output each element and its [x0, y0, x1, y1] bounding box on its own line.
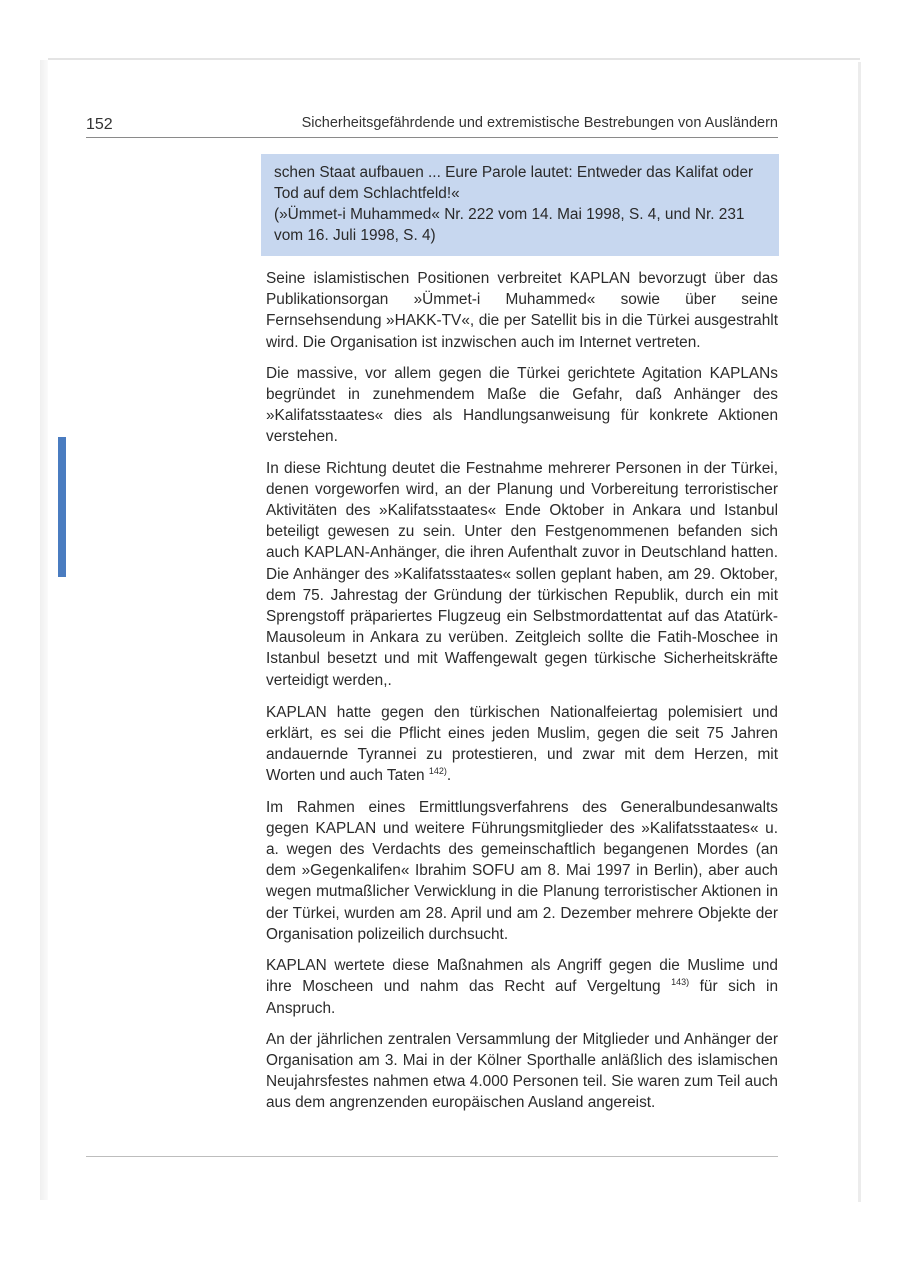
paragraph-6-text: KAPLAN wertete diese Maßnahmen als Angriff gegen die Muslime und ihre Moscheen und nahm das Recht auf Vergeltung — [266, 957, 778, 996]
scan-edge-top — [48, 58, 860, 60]
paragraph-7: An der jährlichen zentralen Versammlung der Mitglieder und Anhänger der Organisation am 3. Mai in der Kölner Sporthalle anläßlich des islamischen Neujahrsfestes nahmen etwa 4.000 Personen teil. Sie waren zum Teil auch aus dem angrenzenden europäischen Ausland angereist. — [266, 1030, 778, 1112]
paragraph-6-end: für sich in Anspruch. — [266, 978, 779, 1017]
paragraph-4-end: . — [446, 767, 452, 785]
paragraph-4 — [266, 702, 778, 787]
quote-box — [261, 154, 779, 256]
paragraph-2: Die massive, vor allem gegen die Türkei gerichtete Agitation KAPLANs begründet in zunehmendem Maße die Gefahr, daß Anhänger des »Kalifatsstaates« dies als Handlungsanweisung für konkrete Aktionen verstehen. — [266, 364, 778, 446]
body-text — [266, 268, 778, 1124]
scan-edge-right — [858, 62, 861, 1202]
quote-citation: (»Ümmet-i Muhammed« Nr. 222 vom 14. Mai 1998, S. 4, und Nr. 231 vom 16. Juli 1998, S. 4) — [274, 206, 745, 244]
paragraph-5: Im Rahmen eines Ermittlungsverfahrens des Generalbundesanwalts gegen KAPLAN und weitere Führungsmitglieder des »Kalifatsstaates« u. a. wegen des Verdachts des gemeinschaftlich begangenen Mordes (an dem »Gegenkalifen« Ibrahim SOFU am 8. Mai 1997 in Berlin), aber auch wegen mutmaßlicher Verwicklung in die Planung terroristischer Aktionen in der Türkei, wurden am 28. April und am 2. Dezember mehrere Objekte der Organisation polizeilich durchsucht. — [266, 798, 778, 943]
paragraph-6 — [266, 955, 778, 1019]
footer-rule — [86, 1156, 778, 1157]
header-rule — [86, 137, 778, 138]
page-header — [86, 110, 778, 134]
running-title: Sicherheitsgefährdende und extremistische Bestrebungen von Ausländern — [301, 115, 778, 131]
quote-text: schen Staat aufbauen ... Eure Parole lautet: Entweder das Kalifat oder Tod auf dem Schlachtfeld!« — [274, 164, 754, 202]
side-marker — [58, 437, 66, 577]
footnote-ref-143[interactable]: 143) — [671, 977, 690, 988]
paragraph-4-text: KAPLAN hatte gegen den türkischen Nationalfeiertag polemisiert und erklärt, es sei die Pflicht eines jeden Muslim, gegen die seit 75 Jahren andauernde Tyrannei zu protestieren, und zwar mit dem Herzen, mit Worten und auch Taten — [266, 703, 778, 785]
page-number: 152 — [86, 116, 113, 133]
scan-edge-left — [40, 60, 48, 1200]
paragraph-1: Seine islamistischen Positionen verbreitet KAPLAN bevorzugt über das Publikationsorgan »Ümmet-i Muhammed« sowie über seine Fernsehsendung »HAKK-TV«, die per Satellit bis in die Türkei ausgestrahlt wird. Die Organisation ist inzwischen auch im Internet vertreten. — [266, 270, 778, 351]
footnote-ref-142[interactable]: 142) — [428, 766, 447, 777]
paragraph-3: In diese Richtung deutet die Festnahme mehrerer Personen in der Türkei, denen vorgeworfen wird, an der Planung und Vorbereitung terroristischer Aktivitäten des »Kalifatsstaates« Ende Oktober in Ankara und Istanbul beteiligt gewesen zu sein. Unter den Festgenommenen befanden sich auch KAPLAN-Anhänger, die ihren Aufenthalt zuvor in Deutschland hatten. Die Anhänger des »Kalifatsstaates« sollen geplant haben, am 29. Oktober, dem 75. Jahrestag der Gründung der türkischen Republik, durch ein mit Sprengstoff präpariertes Flugzeug ein Selbstmordattentat auf das Atatürk-Mausoleum in Ankara zu verüben. Zeitgleich sollte die Fatih-Moschee in Istanbul besetzt und mit Waffengewalt gegen türkische Sicherheitskräfte verteidigt werden,. — [266, 459, 778, 689]
